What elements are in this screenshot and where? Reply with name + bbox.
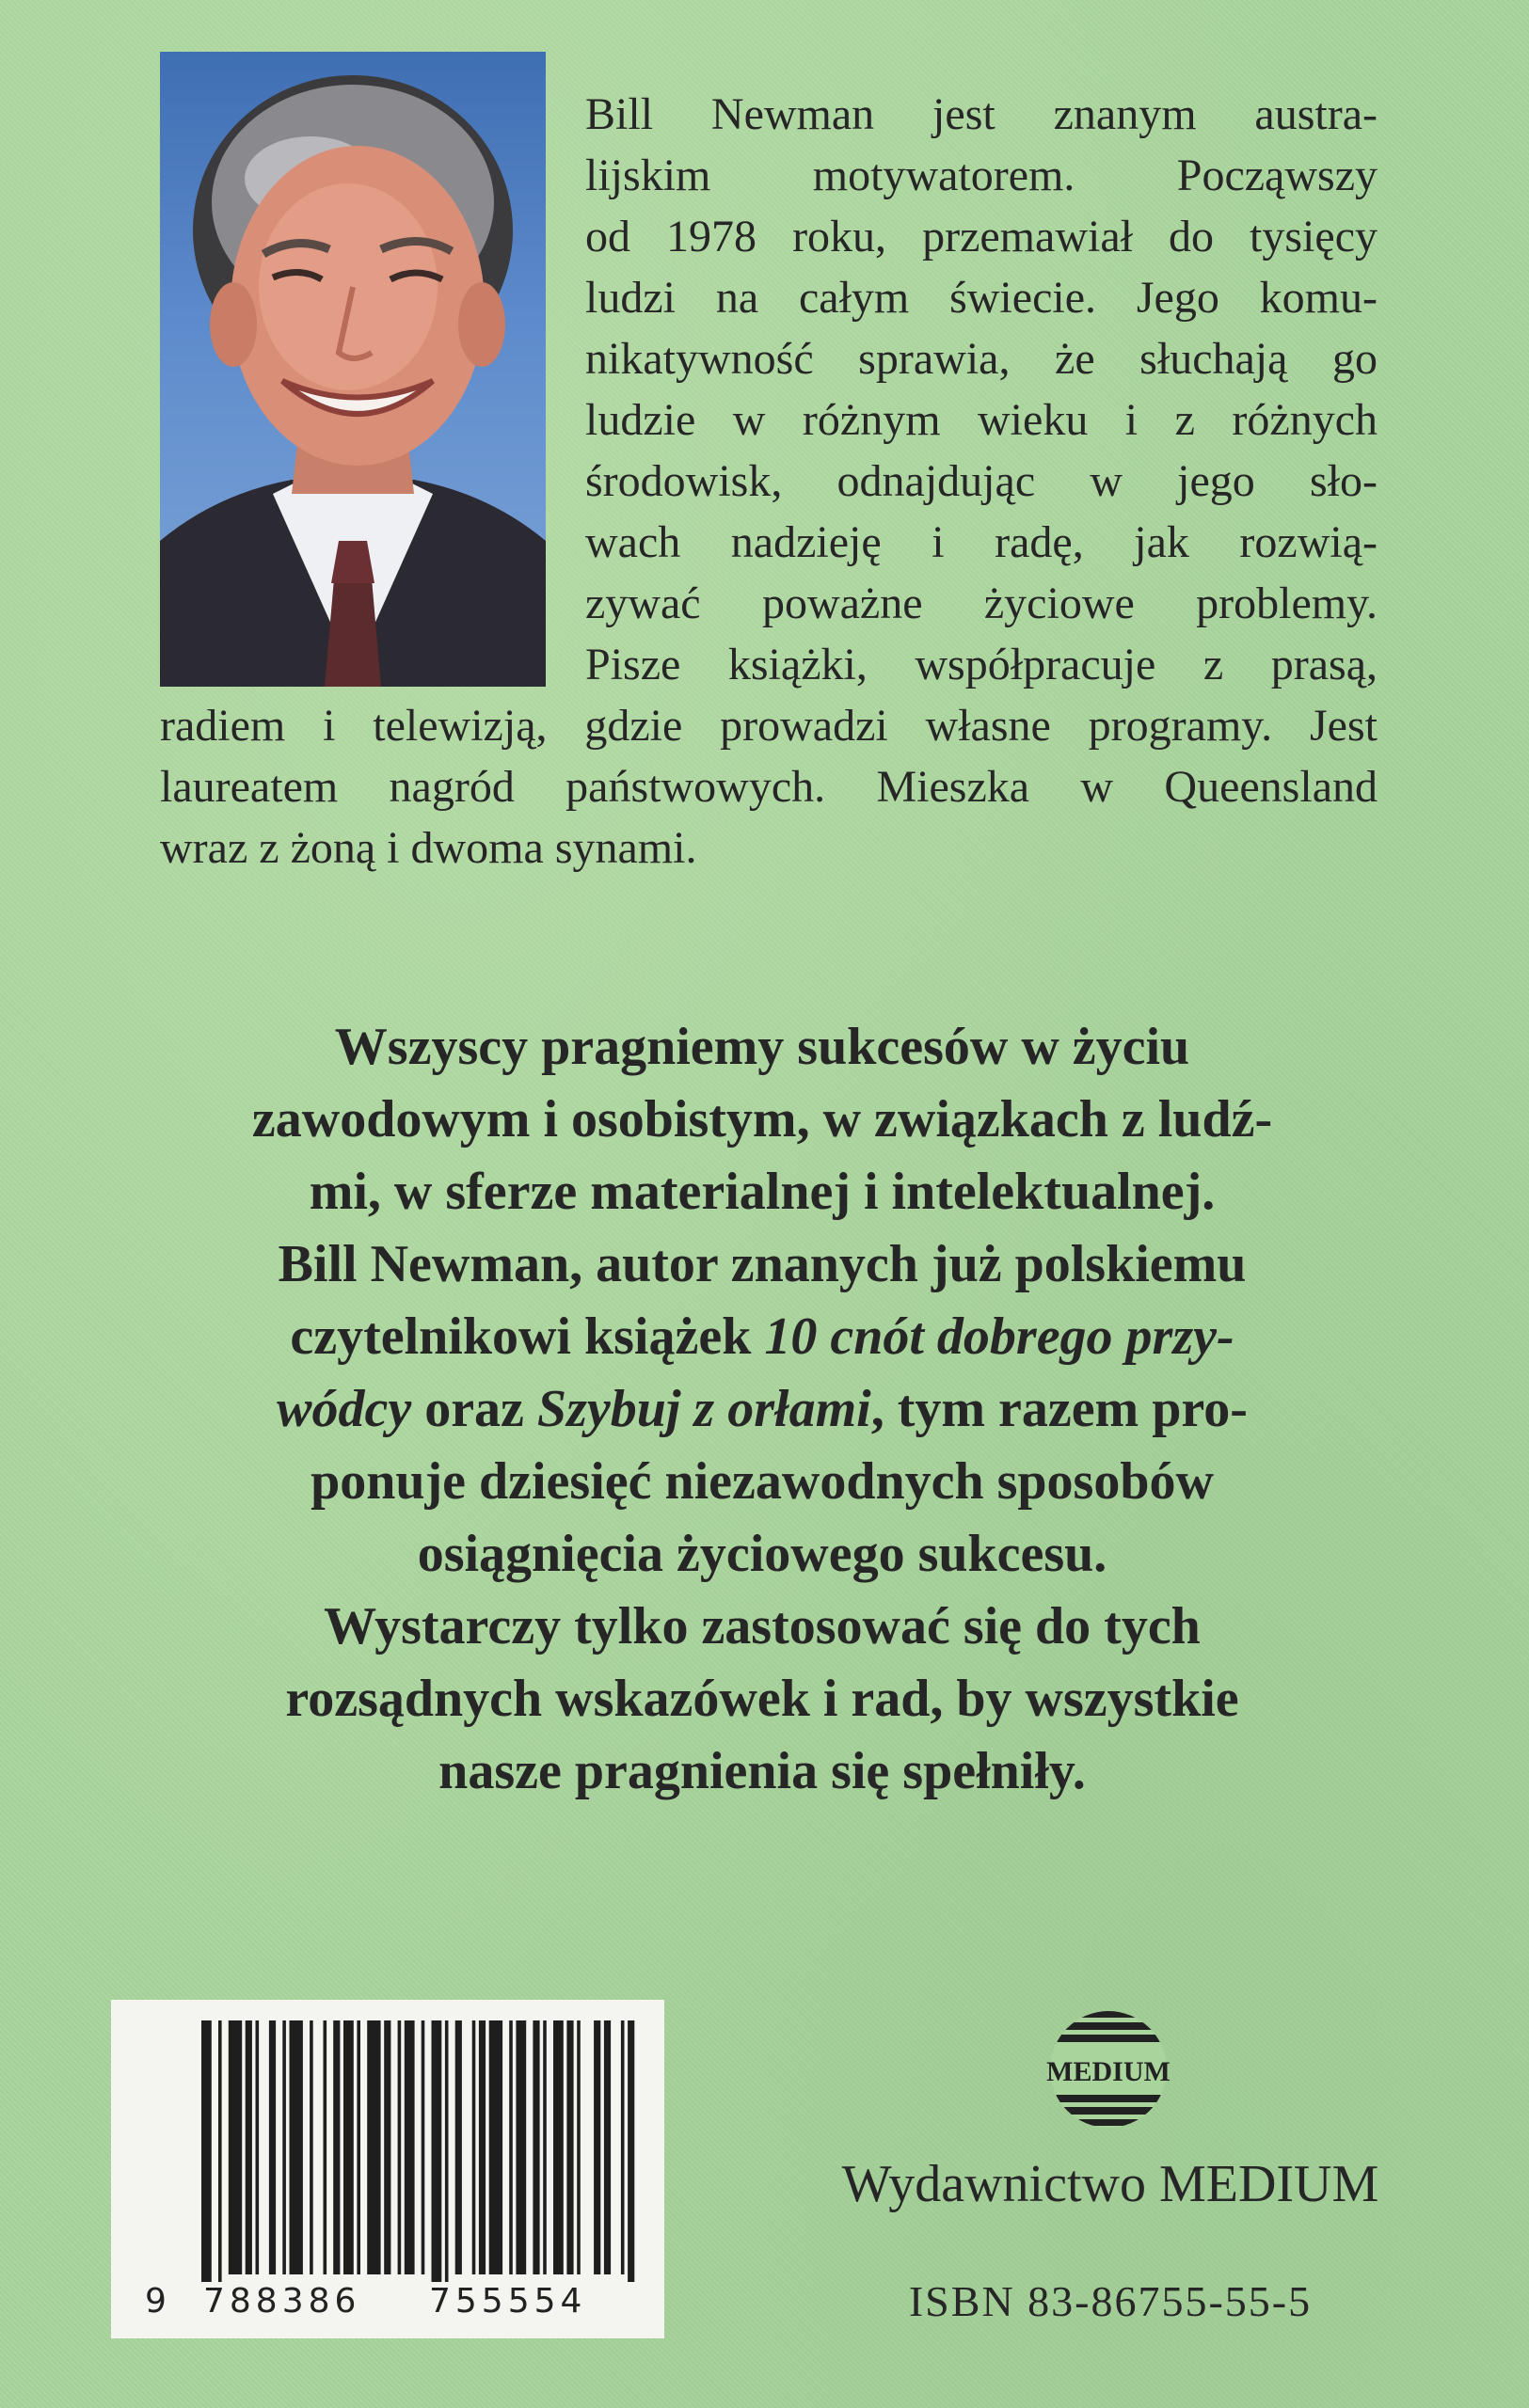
- blurb-line: Bill Newman, autor znanych już polskiemu: [278, 1235, 1247, 1293]
- author-portrait-illustration: [160, 52, 546, 687]
- barcode-bar: [333, 2020, 340, 2274]
- logo-text: MEDIUM: [1046, 2056, 1171, 2087]
- barcode-digits-left: 788386: [203, 2282, 361, 2321]
- barcode-bar: [324, 2020, 327, 2274]
- bio-line: radiem i telewizją, gdzie prowadzi własne programy. Jest: [160, 701, 1378, 751]
- barcode-bar: [269, 2020, 276, 2274]
- bio-line: laureatem nagród państwowych. Mieszka w Queensland: [160, 762, 1378, 812]
- bio-line: nikatywność sprawia, że słuchają go: [585, 334, 1378, 384]
- barcode-bar: [432, 2020, 442, 2282]
- bio-line: Pisze książki, współpracuje z prasą,: [585, 640, 1378, 689]
- barcode-bar: [479, 2020, 486, 2274]
- author-photo: [160, 52, 546, 687]
- isbn-number: ISBN 83-86755-55-5: [908, 2277, 1313, 2325]
- barcode-bar: [455, 2020, 462, 2274]
- blurb-line: [151, 1373, 1374, 1446]
- barcode-bar: [472, 2020, 476, 2274]
- blurb-line: zawodowym i osobistym, w związkach z ludź-: [251, 1090, 1273, 1149]
- barcode-bar: [256, 2020, 260, 2274]
- blurb-text: oraz: [411, 1380, 537, 1438]
- book-title-italic: wódcy: [277, 1380, 412, 1438]
- blurb-line: ponuje dziesięć niezawodnych sposobów: [311, 1452, 1214, 1511]
- barcode-bar: [201, 2020, 212, 2282]
- barcode-bar: [604, 2020, 611, 2274]
- blurb-text: czytelnikowi książek: [290, 1307, 765, 1366]
- publisher-logo: [1038, 2004, 1179, 2135]
- barcode-digit-first: 9: [145, 2282, 171, 2321]
- barcode-digits-right: 755554: [429, 2282, 587, 2321]
- barcode-bar: [553, 2020, 564, 2274]
- barcode-bars: [111, 2000, 664, 2282]
- barcode-bar: [357, 2020, 360, 2274]
- barcode-digits: [111, 2282, 664, 2329]
- bio-line: wach nadzieję i radę, jak rozwią-: [585, 517, 1378, 567]
- bio-line: zywać poważne życiowe problemy.: [585, 578, 1378, 628]
- barcode-bar: [594, 2020, 600, 2274]
- bio-line: ludzi na całym świecie. Jego komu-: [585, 273, 1378, 323]
- bio-line: od 1978 roku, przemawiał do tysięcy: [585, 212, 1378, 261]
- medium-globe-icon: [1038, 2004, 1179, 2135]
- barcode-bar: [543, 2020, 547, 2274]
- barcode-bar: [398, 2020, 402, 2274]
- barcode-bar: [405, 2020, 415, 2274]
- barcode-bar: [422, 2020, 425, 2274]
- barcode-bar: [628, 2020, 634, 2282]
- barcode-bar: [445, 2020, 449, 2282]
- barcode-bar: [229, 2020, 242, 2274]
- barcode-bar: [577, 2020, 581, 2274]
- blurb-line: Wystarczy tylko zastosować się do tych: [324, 1597, 1201, 1656]
- barcode-bar: [218, 2020, 222, 2282]
- blurb-line: rozsądnych wskazówek i rad, by wszystkie: [285, 1670, 1239, 1728]
- blurb-line: Wszyscy pragniemy sukcesów w życiu: [334, 1018, 1190, 1076]
- barcode-bar: [516, 2020, 526, 2274]
- barcode-bar: [367, 2020, 380, 2274]
- barcode-bar: [282, 2020, 286, 2274]
- barcode-bar: [310, 2020, 313, 2274]
- blurb-line: osiągnięcia życiowego sukcesu.: [417, 1525, 1107, 1583]
- barcode-bar: [343, 2020, 354, 2274]
- bio-line: ludzie w różnym wieku i z różnych: [585, 395, 1378, 445]
- blurb-line: [151, 1301, 1374, 1373]
- bio-line: wraz z żoną i dwoma synami.: [160, 823, 697, 873]
- book-blurb: [151, 1011, 1374, 1808]
- barcode-bar: [566, 2020, 573, 2274]
- bio-line: lijskim motywatorem. Począwszy: [585, 150, 1378, 200]
- barcode-bar: [290, 2020, 303, 2274]
- bio-line: środowisk, odnajdując w jego sło-: [585, 456, 1378, 506]
- barcode-bar: [246, 2020, 252, 2274]
- book-title-italic: Szybuj z orłami: [536, 1380, 871, 1438]
- publisher-name: Wydawnictwo MEDIUM: [841, 2155, 1379, 2213]
- blurb-text: , tym razem pro-: [870, 1380, 1248, 1438]
- book-title-italic: 10 cnót dobrego przy-: [764, 1307, 1234, 1366]
- barcode-bar: [533, 2020, 539, 2274]
- blurb-line: mi, w sferze materialnej i intelektualnej.: [309, 1163, 1216, 1221]
- bio-line: Bill Newman jest znanym austra-: [585, 89, 1378, 139]
- barcode-bar: [621, 2020, 625, 2274]
- barcode: [111, 2000, 664, 2338]
- blurb-line: nasze pragnienia się spełniły.: [438, 1742, 1086, 1800]
- barcode-bar: [509, 2020, 513, 2274]
- barcode-bar: [489, 2020, 502, 2274]
- barcode-bar: [384, 2020, 390, 2274]
